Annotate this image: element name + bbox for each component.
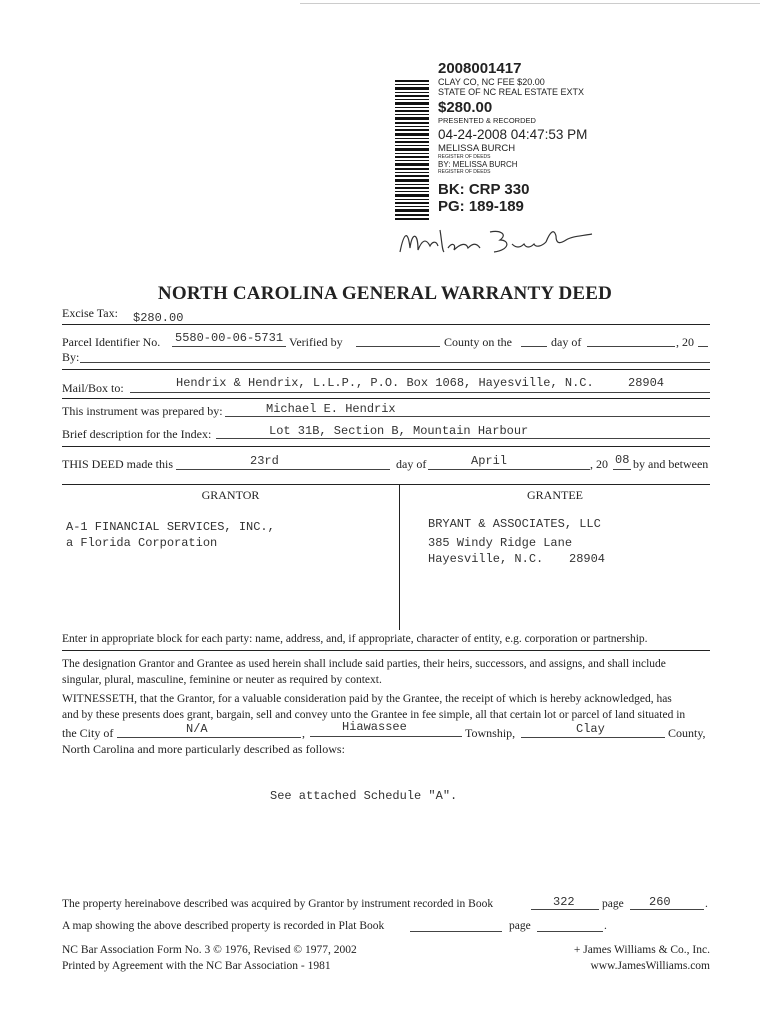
stamp-register-title: REGISTER OF DEEDS bbox=[438, 154, 491, 160]
stamp-by-title: REGISTER OF DEEDS bbox=[438, 169, 491, 175]
stamp-page: PG: 189-189 bbox=[438, 198, 524, 215]
footer-publisher: + James Williams & Co., Inc. bbox=[573, 944, 710, 956]
footer-agreement-line: Printed by Agreement with the NC Bar Association - 1981 bbox=[62, 960, 331, 972]
county-on-label: County on the bbox=[444, 335, 512, 349]
stamp-register-name: MELISSA BURCH bbox=[438, 143, 516, 154]
stamp-excise-line: STATE OF NC REAL ESTATE EXTX bbox=[438, 87, 585, 97]
map-page-label: page bbox=[509, 920, 531, 932]
grantee-city: Hayesville, N.C. bbox=[428, 552, 544, 566]
city-label: the City of bbox=[62, 726, 114, 740]
schedule-reference: See attached Schedule "A". bbox=[270, 789, 458, 803]
parcel-label: Parcel Identifier No. bbox=[62, 335, 161, 349]
prepared-by-value: Michael E. Hendrix bbox=[266, 402, 396, 416]
verified-by-label: Verified by bbox=[289, 335, 343, 349]
grantee-header: GRANTEE bbox=[527, 488, 583, 502]
parties-top-rule bbox=[62, 484, 710, 485]
acquired-text: The property hereinabove described was acquired by Grantor by instrument recorded in Book bbox=[62, 898, 494, 910]
stamp-by-line: BY: MELISSA BURCH bbox=[438, 160, 518, 169]
stamp-fee-line: CLAY CO, NC FEE $20.00 bbox=[438, 77, 545, 87]
deed-day-of-label: day of bbox=[396, 457, 427, 471]
prepared-by-label: This instrument was prepared by: bbox=[62, 404, 223, 418]
parcel-value: 5580-00-06-5731 bbox=[175, 331, 284, 345]
footer-form-line: NC Bar Association Form No. 3 © 1976, Revised © 1977, 2002 bbox=[62, 944, 357, 956]
map-text: A map showing the above described property is recorded in Plat Book bbox=[62, 920, 385, 932]
stamp-datetime: 04-24-2008 04:47:53 PM bbox=[438, 127, 588, 142]
city-value: N/A bbox=[186, 722, 208, 736]
mail-zip: 28904 bbox=[628, 376, 665, 390]
stamp-amount: $280.00 bbox=[438, 99, 493, 116]
county-label: County, bbox=[668, 726, 706, 740]
grantor-name: A-1 FINANCIAL SERVICES, INC., bbox=[66, 520, 275, 534]
excise-tax-label: Excise Tax: bbox=[62, 306, 118, 320]
township-value: Hiawassee bbox=[342, 720, 407, 734]
acquired-book-value: 322 bbox=[553, 895, 575, 909]
deed-month-value: April bbox=[471, 454, 508, 468]
mail-value: Hendrix & Hendrix, L.L.P., P.O. Box 1068, Hayesville, N.C. bbox=[176, 376, 594, 390]
barcode bbox=[395, 80, 429, 220]
grantee-address: 385 Windy Ridge Lane bbox=[428, 536, 573, 550]
acquired-page-label: page bbox=[602, 898, 624, 910]
document-title: NORTH CAROLINA GENERAL WARRANTY DEED bbox=[157, 283, 613, 304]
deed-year-prefix: , 20 bbox=[590, 457, 608, 471]
designation-line-1: The designation Grantor and Grantee as used herein shall include said parties, their heirs, successors, and assigns, and shall include bbox=[62, 658, 666, 670]
county-value: Clay bbox=[576, 722, 605, 736]
register-signature bbox=[396, 222, 596, 262]
deed-between-label: by and between bbox=[633, 457, 709, 471]
grantor-header: GRANTOR bbox=[201, 488, 260, 502]
deed-day-value: 23rd bbox=[250, 454, 279, 468]
nc-described-line: North Carolina and more particularly described as follows: bbox=[62, 742, 345, 756]
stamp-book: BK: CRP 330 bbox=[438, 181, 530, 198]
excise-rule bbox=[62, 324, 710, 325]
instructions-rule bbox=[62, 650, 710, 651]
designation-line-2: singular, plural, masculine, feminine or neuter as required by context. bbox=[62, 674, 382, 686]
witnesseth-line-1: WITNESSETH, that the Grantor, for a valuable consideration paid by the Grantee, the receipt of which is hereby acknowledged, has bbox=[62, 693, 672, 705]
scan-top-edge bbox=[300, 3, 760, 4]
year-label: , 20 bbox=[676, 335, 694, 349]
recording-stamp bbox=[438, 60, 678, 215]
excise-tax-value: $280.00 bbox=[133, 311, 184, 325]
deed-year-value: 08 bbox=[615, 453, 630, 467]
grantee-zip: 28904 bbox=[569, 552, 606, 566]
instrument-number: 2008001417 bbox=[438, 60, 522, 77]
brief-description-label: Brief description for the Index: bbox=[62, 427, 212, 441]
parties-divider bbox=[399, 484, 400, 630]
mail-rule bbox=[62, 398, 710, 399]
by-label: By: bbox=[62, 350, 80, 364]
brief-description-value: Lot 31B, Section B, Mountain Harbour bbox=[269, 424, 529, 438]
grantor-entity: a Florida Corporation bbox=[66, 536, 218, 550]
parcel-rule bbox=[62, 369, 710, 370]
day-of-label: day of bbox=[551, 335, 582, 349]
deed-made-label: THIS DEED made this bbox=[62, 457, 173, 471]
mail-label: Mail/Box to: bbox=[62, 381, 124, 395]
stamp-presented: PRESENTED & RECORDED bbox=[438, 116, 536, 125]
acquired-page-value: 260 bbox=[649, 895, 671, 909]
grantee-name: BRYANT & ASSOCIATES, LLC bbox=[428, 517, 601, 531]
footer-website: www.JamesWilliams.com bbox=[590, 960, 710, 972]
witnesseth-line-2: and by these presents does grant, bargain, sell and convey unto the Grantee in fee simple, all that certain lot or parcel of land situated in bbox=[62, 709, 686, 721]
brief-rule bbox=[62, 446, 710, 447]
township-label: Township, bbox=[465, 726, 516, 740]
party-instructions: Enter in appropriate block for each party: name, address, and, if appropriate, character of entity, e.g. corporation or partnership. bbox=[62, 633, 648, 645]
